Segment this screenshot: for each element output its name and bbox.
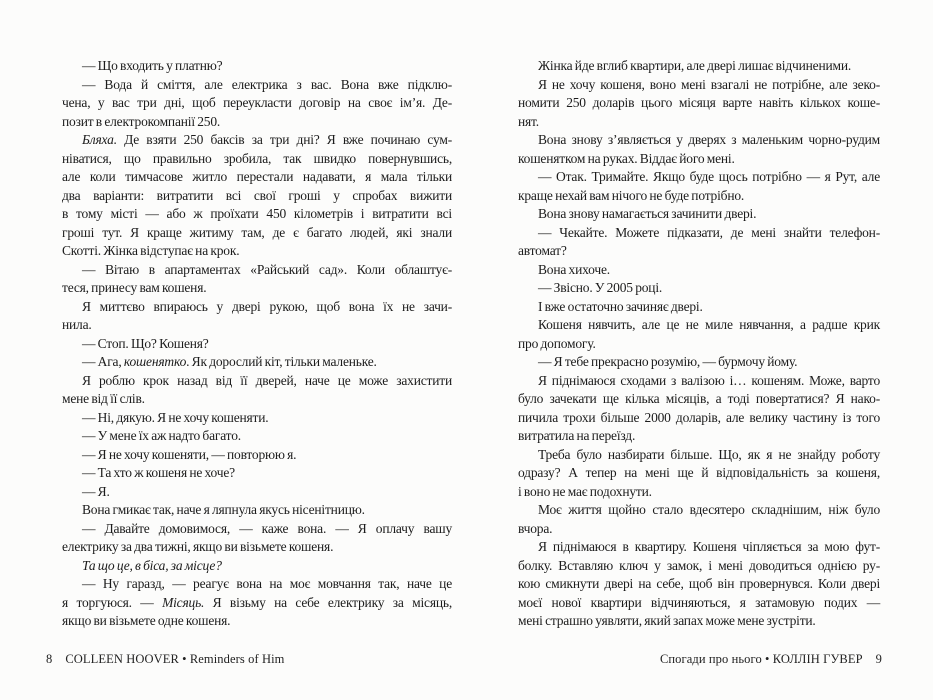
- text-segment: — Давайте домовимося, — каже вона. — Я оплачу вашу: [82, 520, 452, 536]
- text-line: [518, 372, 880, 391]
- text-segment: — Я не хочу кошеняти, — повторюю я.: [82, 446, 297, 462]
- italic-text-segment: Місяць.: [162, 594, 205, 610]
- text-segment: — Отак. Тримайте. Якщо буде щось потрібно — я Рут, але: [538, 169, 880, 184]
- text-line: [518, 131, 880, 150]
- text-segment: витратила на переїзд.: [518, 428, 636, 443]
- text-line: [518, 575, 880, 594]
- text-segment: — Я.: [82, 483, 110, 499]
- text-segment: в тому місті — або ж проїхати 450 кілометрів і витратити всі: [62, 206, 452, 221]
- text-segment: — У мене їх аж надто багато.: [82, 428, 241, 443]
- text-line: [62, 205, 452, 224]
- text-line: [62, 557, 452, 576]
- text-line: [62, 94, 452, 113]
- text-line: [518, 501, 880, 520]
- text-segment: і воно не має подохнути.: [518, 483, 652, 499]
- text-line: [518, 57, 880, 76]
- text-segment: нят.: [518, 113, 539, 129]
- text-segment: — Чекайте. Можете підказати, де мені знайти телефон-: [538, 224, 880, 240]
- right-page-footer: [518, 651, 882, 667]
- text-segment: електрику за два тижні, якщо ви візьмете кошеня.: [62, 539, 334, 554]
- text-segment: Я піднімаюся в квартиру. Кошеня чіпляється за мою фут-: [538, 539, 880, 554]
- text-segment: — Я тебе прекрасно розумію, — бурмочу йому.: [538, 354, 798, 369]
- text-line: [518, 390, 880, 409]
- text-segment: але коли тимчасове житло перестали надавати, я мала тільки: [62, 169, 452, 184]
- text-segment: мені страшно уявляти, який запах може мене зустріти.: [518, 613, 816, 628]
- text-line: [62, 575, 452, 594]
- italic-text-segment: Бляха.: [82, 132, 117, 147]
- text-line: [62, 520, 452, 539]
- text-line: [518, 168, 880, 187]
- text-line: [518, 94, 880, 113]
- text-segment: — Що входить у платню?: [82, 58, 223, 73]
- text-line: [62, 372, 452, 391]
- text-line: [518, 316, 880, 335]
- text-segment: болку. Вставляю ключ у замок, і мені доводиться однією ру-: [518, 557, 880, 573]
- left-page-number: 8: [46, 652, 53, 666]
- text-line: [518, 242, 880, 261]
- text-line: [62, 501, 452, 520]
- right-page-number: 9: [875, 652, 882, 666]
- text-line: [518, 353, 880, 372]
- text-line: [518, 612, 880, 631]
- text-line: [62, 131, 452, 150]
- text-segment: пичила трохи більше 2000 доларів, але велику частину із того: [518, 409, 880, 425]
- text-segment: гроші тут. Я краще житиму там, де є багато людей, які знали: [62, 224, 452, 240]
- text-segment: . Як дорослий кіт, тільки маленьке.: [186, 354, 377, 369]
- italic-text-segment: кошенятко: [123, 354, 187, 369]
- text-segment: одразу? А тепер на мені ще й відповідальність за кошеня,: [518, 465, 880, 480]
- text-segment: чена, у вас три дні, щоб переукласти договір на своє ім’я. Де-: [62, 95, 452, 110]
- text-segment: Вона хихоче.: [538, 261, 610, 277]
- text-line: [518, 113, 880, 132]
- text-line: [518, 427, 880, 446]
- text-segment: Я не хочу кошеня, воно мені взагалі не потрібне, але зеко-: [538, 76, 880, 92]
- text-line: [62, 409, 452, 428]
- text-segment: Де взяти 250 баксів за три дні? Я вже починаю сум-: [116, 132, 452, 147]
- text-segment: вчора.: [518, 520, 553, 536]
- text-line: [62, 242, 452, 261]
- text-line: [62, 316, 452, 335]
- text-line: [62, 483, 452, 502]
- text-segment: — Ні, дякую. Я не хочу кошеняти.: [82, 409, 269, 425]
- text-line: [62, 427, 452, 446]
- text-line: [62, 446, 452, 465]
- text-line: [62, 353, 452, 372]
- text-line: [518, 335, 880, 354]
- text-line: [62, 594, 452, 613]
- text-line: [62, 57, 452, 76]
- text-line: [518, 279, 880, 298]
- text-line: [62, 76, 452, 95]
- text-segment: мене від її слів.: [62, 391, 145, 406]
- text-segment: теся, принесу вам кошеня.: [62, 280, 207, 295]
- text-segment: номити 250 доларів цього місяця варте навіть кількох коше-: [518, 95, 880, 110]
- text-segment: краще нехай вам нічого не буде потрібно.: [518, 187, 745, 203]
- text-line: [62, 224, 452, 243]
- text-line: [518, 538, 880, 557]
- text-segment: ніватися, що правильно зробила, так швидко повернувшись,: [62, 150, 452, 166]
- text-segment: кою смикнути двері на себе, щоб він провернувся. Коли двері: [518, 576, 880, 591]
- text-segment: Кошеня нявчить, але це не миле нявчання, а радше крик: [538, 317, 880, 332]
- text-line: [62, 113, 452, 132]
- text-line: [62, 187, 452, 206]
- text-segment: кошенятком на руках. Віддає його мені.: [518, 150, 735, 166]
- text-segment: Вона знову з’являється у дверях з маленьким чорно-рудим: [538, 132, 880, 147]
- text-segment: Я піднімаюся сходами з валізою і… кошеням. Може, варто: [538, 372, 880, 388]
- text-line: [62, 279, 452, 298]
- text-segment: я торгуюся. —: [62, 594, 163, 610]
- text-segment: Жінка йде вглиб квартири, але двері лишає відчиненими.: [538, 58, 852, 73]
- text-line: [62, 150, 452, 169]
- text-line: [518, 224, 880, 243]
- text-line: [518, 205, 880, 224]
- text-line: [62, 261, 452, 280]
- text-line: [62, 390, 452, 409]
- text-line: [518, 298, 880, 317]
- text-segment: — Вода й сміття, але електрика з вас. Вона вже підклю-: [82, 76, 452, 92]
- text-line: [518, 187, 880, 206]
- text-segment: — Та хто ж кошеня не хоче?: [82, 465, 235, 480]
- text-segment: Я візьму на себе електрику за місяць,: [204, 594, 452, 610]
- text-line: [518, 520, 880, 539]
- text-segment: було зачекати ще кілька місяців, а тоді повертатися? Я нако-: [518, 391, 880, 406]
- text-segment: Треба було назбирати більше. Що, як я не знайду роботу: [538, 446, 880, 462]
- left-page-body-text: [62, 57, 452, 631]
- text-segment: — Вітаю в апартаментах «Райський сад». Коли облаштує-: [82, 261, 452, 277]
- text-segment: Я роблю крок назад від її дверей, наче це може захистити: [82, 372, 452, 388]
- text-segment: — Ага,: [82, 354, 124, 369]
- text-segment: — Ну гаразд, — реагує вона на моє мовчання так, наче це: [82, 576, 452, 591]
- text-segment: — Звісно. У 2005 році.: [538, 280, 663, 295]
- left-page-footer: [46, 651, 284, 667]
- text-segment: Вона знову намагається зачинити двері.: [538, 206, 757, 221]
- left-running-head: COLLEEN HOOVER • Reminders of Him: [65, 652, 285, 666]
- text-line: [518, 409, 880, 428]
- text-segment: нила.: [62, 317, 92, 332]
- text-line: [62, 335, 452, 354]
- text-segment: Вона гмикає так, наче я ляпнула якусь нісенітницю.: [82, 502, 365, 517]
- text-segment: про допомогу.: [518, 335, 596, 351]
- text-line: [62, 538, 452, 557]
- text-line: [62, 464, 452, 483]
- text-line: [518, 446, 880, 465]
- text-line: [518, 483, 880, 502]
- text-line: [518, 76, 880, 95]
- text-segment: позит в електрокомпанії 250.: [62, 113, 221, 129]
- right-running-head: Спогади про нього • КОЛЛІН ГУВЕР: [659, 652, 863, 666]
- text-line: [62, 612, 452, 631]
- italic-text-segment: Та що це, в біса, за місце?: [82, 557, 222, 573]
- text-segment: два варіанти: витратити всі свої гроші у спробах вижити: [62, 187, 452, 203]
- text-line: [518, 464, 880, 483]
- text-segment: Я миттєво впираюсь у двері рукою, щоб вона їх не зачи-: [82, 298, 452, 314]
- text-segment: автомат?: [518, 243, 567, 258]
- text-segment: І вже остаточно зачиняє двері.: [538, 298, 703, 314]
- text-line: [518, 261, 880, 280]
- text-line: [518, 594, 880, 613]
- text-line: [62, 168, 452, 187]
- text-line: [518, 557, 880, 576]
- text-line: [62, 298, 452, 317]
- text-line: [518, 150, 880, 169]
- text-segment: — Стоп. Що? Кошеня?: [82, 335, 209, 351]
- text-segment: моєї нової квартири відчиняються, я затамовую подих —: [518, 594, 880, 610]
- text-segment: Моє життя щойно стало вдесятеро складнішим, ніж було: [538, 502, 880, 517]
- text-segment: якщо ви візьмете одне кошеня.: [62, 613, 231, 628]
- right-page-body-text: [518, 57, 880, 631]
- text-segment: Скотті. Жінка відступає на крок.: [62, 243, 240, 258]
